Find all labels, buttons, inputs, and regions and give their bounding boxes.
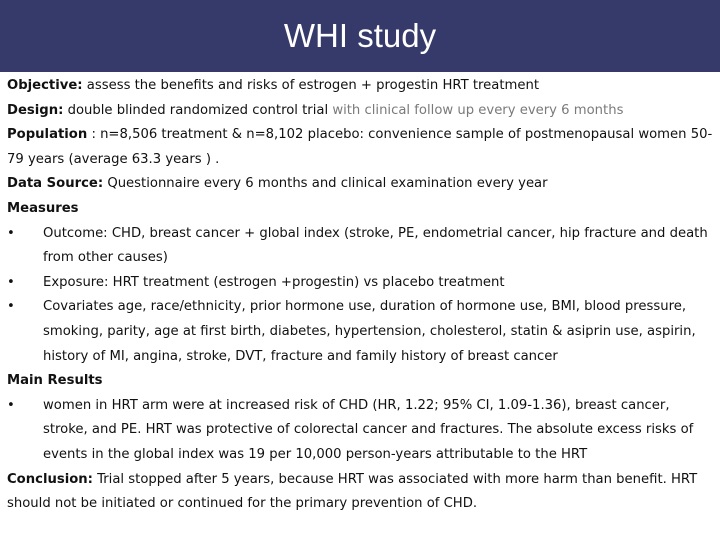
objective-text: assess the benefits and risks of estrogen + progestin HRT treatment <box>82 78 539 93</box>
design-text: double blinded randomized control trial <box>63 102 329 118</box>
bullet-icon: • <box>7 225 15 241</box>
design-followup-text: with clinical follow up every every 6 months <box>328 102 624 118</box>
measures-outcome-text: Outcome: CHD, breast cancer + global index (stroke, PE, endometrial cancer, hip fracture and death from other causes) <box>43 225 708 266</box>
main-results-text: women in HRT arm were at increased risk of CHD (HR, 1.22; 95% CI, 1.09-1.36), breast cancer, stroke, and PE. HRT was protective of colorectal cancer and fractures. The absolute excess risks of events in the global index was 19 per 10,000 person-years attributable to the HRT <box>43 397 694 462</box>
conclusion-label: Conclusion: <box>7 471 93 487</box>
objective-line <box>7 74 713 99</box>
slide-title: WHI study <box>283 17 437 54</box>
list-item <box>7 222 713 271</box>
data-source-text: Questionnaire every 6 months and clinical examination every year <box>103 176 548 192</box>
measures-exposure-text: Exposure: HRT treatment (estrogen +progestin) vs placebo treatment <box>43 274 505 290</box>
conclusion-text: Trial stopped after 5 years, because HRT was associated with more harm than benefit. HRT should not be initiated or continued for the primary prevention of CHD. <box>7 471 698 512</box>
measures-covariates-text: Covariates age, race/ethnicity, prior hormone use, duration of hormone use, BMI, blood pressure, smoking, parity, age at first birth, diabetes, hypertension, cholesterol, statin & asiprin use, aspirin, history of MI, angina, stroke, DVT, fracture and family history of breast cancer <box>43 299 696 364</box>
list-item <box>7 295 713 369</box>
population-line <box>7 123 713 172</box>
main-results-heading <box>7 369 713 394</box>
list-item <box>7 394 713 468</box>
measures-heading <box>7 197 713 222</box>
population-label: Population <box>7 127 88 143</box>
slide-body <box>7 74 713 517</box>
conclusion-line <box>7 468 713 517</box>
bullet-icon: • <box>7 397 15 413</box>
list-item <box>7 271 713 296</box>
design-label: Design: <box>7 102 64 118</box>
design-line <box>7 99 713 124</box>
data-source-label: Data Source: <box>7 176 104 192</box>
bullet-icon: • <box>7 299 15 315</box>
population-text: : n=8,506 treatment & n=8,102 placebo: convenience sample of postmenopausal women 50-79 years (average 63.3 years ) . <box>7 127 713 167</box>
data-source-line <box>7 172 713 197</box>
bullet-icon: • <box>7 274 15 290</box>
main-results-heading-text: Main Results <box>7 373 103 389</box>
measures-heading-text: Measures <box>7 200 79 216</box>
objective-label: Objective: <box>7 78 83 93</box>
